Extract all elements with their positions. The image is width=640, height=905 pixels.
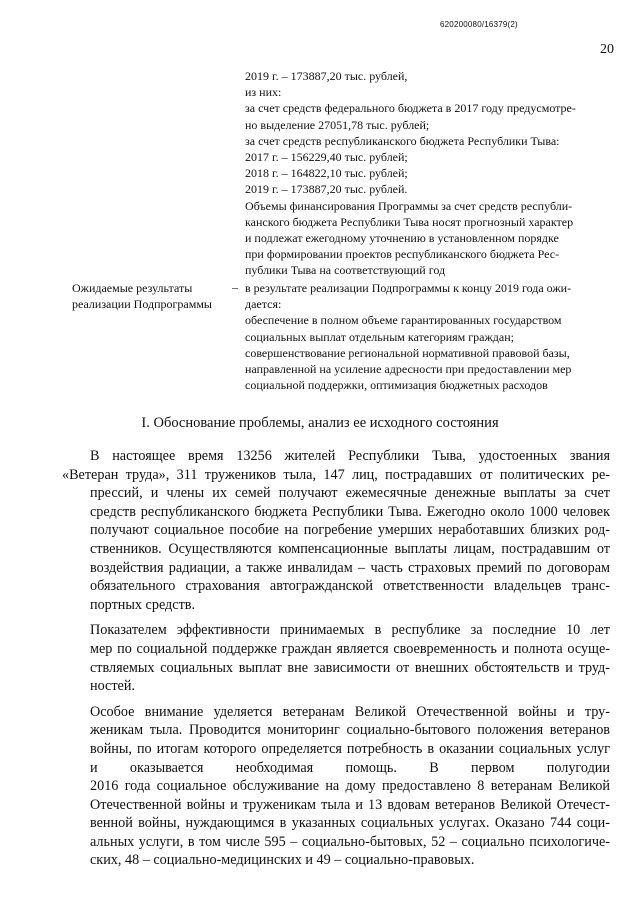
funding-line: 2018 г. – 164822,10 тыс. рублей; [245, 166, 408, 181]
text-line: альных услуги, в том числе 595 – социально-бытовых, 52 – социально психологиче- [90, 833, 610, 850]
section-heading: I. Обоснование проблемы, анализ ее исходного состояния [141, 415, 499, 431]
document-id: 620200080/16379(2) [440, 20, 518, 29]
text-line: 2016 года социальное обслуживание на дому предоставлено 8 ветеранам Великой [90, 778, 610, 795]
funding-line: за счет средств республиканского бюджета Республики Тыва: [245, 133, 560, 148]
funding-block [245, 68, 615, 279]
text-line: обязательного страхования автогражданской ответственности владельцев транс- [90, 578, 610, 595]
text-line: В настоящее время 13256 жителей Республики Тыва, удостоенных звания [90, 448, 610, 464]
funding-line: публики Тыва на соответствующий год [245, 263, 446, 278]
paragraph-3 [62, 703, 610, 870]
funding-line: за счет средств федерального бюджета в 2017 году предусмотре- [245, 101, 576, 116]
funding-line: 2019 г. – 173887,20 тыс. рублей, [245, 69, 408, 83]
text-line: портных средств. [90, 596, 196, 613]
results-line: социальной поддержки, оптимизация бюджетных расходов [245, 378, 548, 393]
funding-line: и подлежат ежегодному уточнению в установленном порядке [245, 231, 559, 246]
text-line: Особое внимание уделяется ветеранам Великой Отечественной войны и тру- [90, 703, 610, 720]
funding-line: канского бюджета Республики Тыва носят прогнозный характер [245, 214, 574, 229]
text-line: воздействия радиации, а также инвалидам – часть страховых премий по договорам [90, 559, 610, 576]
text-line: «Ветеран труда», 311 тружеников тыла, 147 лиц, пострадавших от политических ре- [62, 466, 610, 483]
results-line: совершенствование региональной нормативной правовой базы, [245, 345, 570, 360]
expected-results-label-line: реализации Подпрограммы [72, 297, 212, 311]
paragraph-1 [62, 447, 610, 614]
text-line: получают социальное пособие на погребение умерших неработавших близких род- [90, 522, 610, 539]
text-line: ственников. Осуществляются компенсационные выплаты лицам, пострадавшим от [90, 540, 610, 557]
expected-results-label [72, 280, 212, 312]
text-line: ностей. [90, 678, 135, 695]
funding-line: 2017 г. – 156229,40 тыс. рублей; [245, 150, 408, 165]
funding-line: при формировании проектов республиканского бюджета Рес- [245, 247, 560, 262]
paragraph-2 [62, 621, 610, 695]
text-line: венной войны, нуждающимся в указанных социальных услугах. Оказано 744 соци- [90, 815, 610, 832]
text-line: мер по социальной поддержке граждан является своевременность и полнота осуще- [90, 640, 610, 657]
expected-results-block [245, 280, 615, 393]
text-line: Показателем эффективности принимаемых в республике за последние 10 лет [90, 622, 610, 639]
text-line: женикам тыла. Проводится мониторинг социально-бытового положения ветеранов [90, 722, 610, 739]
text-line: войны, по итогам которого определяется потребность в оказании социальных услуг [90, 740, 610, 757]
body-text [62, 447, 610, 877]
text-line: средств республиканского бюджета Республики Тыва. Ежегодно около 1000 человек [90, 503, 610, 520]
expected-results-label-line: Ожидаемые результаты [72, 281, 193, 295]
page-number: 20 [600, 42, 614, 57]
funding-line: но выделение 27051,78 тыс. рублей; [245, 117, 430, 132]
text-line: Отечественной войны и труженикам тыла и 13 вдовам ветеранов Великой Отечест- [90, 796, 610, 813]
funding-line: Объемы финансирования Программы за счет средств республи- [245, 198, 573, 213]
text-line: прессий, и члены их семей получают ежемесячные денежные выплаты за счет [90, 485, 610, 502]
text-line: ских, 48 – социально-медицинских и 49 – социально-правовых. [90, 852, 475, 869]
text-line: ствляемых социальных выплат вне зависимости от внешних обстоятельств и труд- [90, 659, 610, 676]
results-line: дается: [245, 297, 282, 312]
results-line: социальных выплат отдельным категориям граждан; [245, 329, 514, 344]
results-line: направленной на усиление адресности при предоставлении мер [245, 362, 572, 377]
results-line: в результате реализации Подпрограммы к концу 2019 года ожи- [245, 281, 572, 295]
results-line: обеспечение в полном объеме гарантированных государством [245, 313, 562, 328]
row-dash: – [232, 280, 238, 294]
funding-line: 2019 г. – 173887,20 тыс. рублей. [245, 182, 408, 197]
text-line: и оказывается необходимая помощь. В первом полугодии [90, 759, 610, 776]
funding-line: из них: [245, 85, 282, 100]
